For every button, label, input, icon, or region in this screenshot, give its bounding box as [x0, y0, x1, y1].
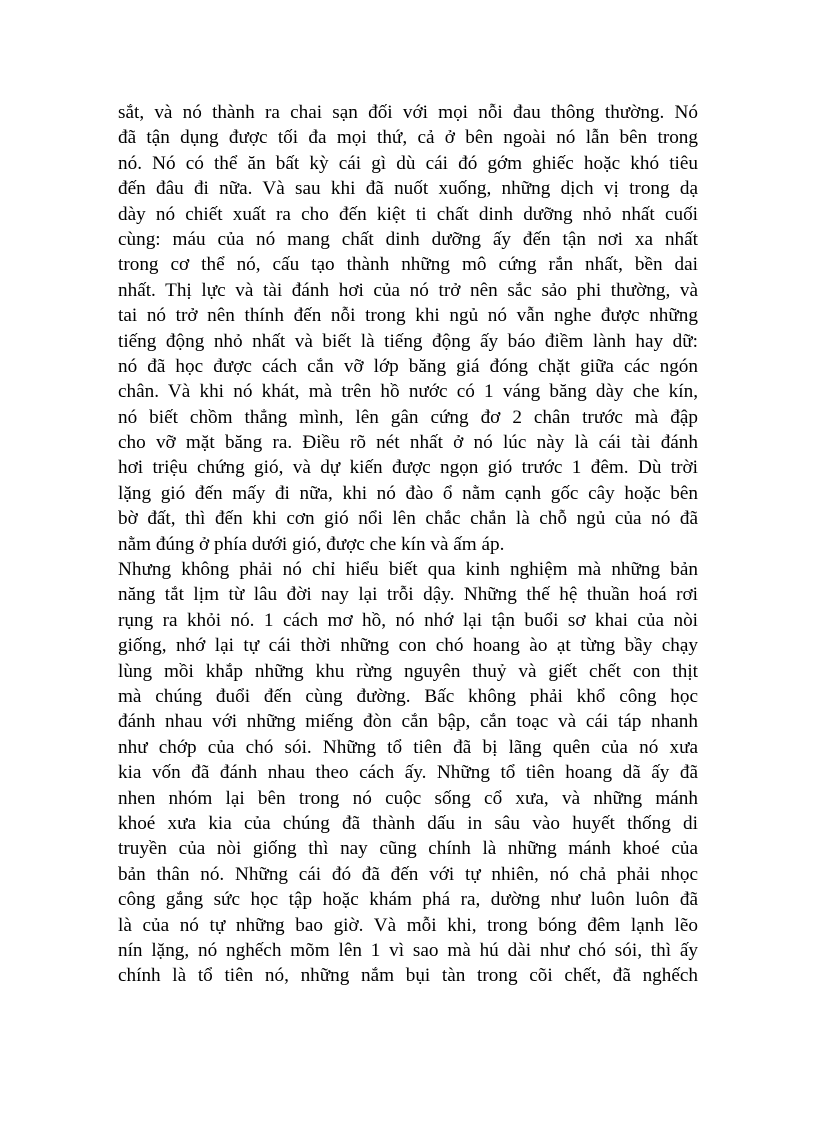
text-line: nó. Nó có thể ăn bất kỳ cái gì dù cái đó gớm ghiếc hoặc khó tiêu [118, 152, 698, 174]
paragraph [118, 100, 698, 557]
text-line: chính là tổ tiên nó, những nắm bụi tàn trong cõi chết, đã nghếch [118, 965, 698, 987]
text-line: Nhưng không phải nó chỉ hiểu biết qua kinh nghiệm mà những bản [118, 559, 698, 581]
text-line: cho vỡ mặt băng ra. Điều rõ nét nhất ở nó lúc này là cái tài đánh [118, 432, 698, 454]
text-line: công gắng sức học tập hoặc khám phá ra, dường như luôn luôn đã [118, 889, 698, 911]
text-line: lùng mồi khắp những khu rừng nguyên thuỷ và giết chết con thịt [118, 660, 698, 682]
text-line: kia vốn đã đánh nhau theo cách ấy. Những tổ tiên hoang dã ấy đã [118, 762, 698, 784]
text-line: nằm đúng ở phía dưới gió, được che kín và ấm áp. [118, 533, 505, 555]
text-line: mà chúng đuổi đến cùng đường. Bấc không phải khổ công học [118, 685, 698, 707]
text-line: nín lặng, nó nghếch mõm lên 1 vì sao mà hú dài như chó sói, thì ấy [118, 939, 698, 961]
text-line: hơi triệu chứng gió, và dự kiến được ngọn gió trước 1 đêm. Dù trời [118, 457, 698, 479]
text-line: đã tận dụng được tối đa mọi thứ, cả ở bên ngoài nó lẫn bên trong [118, 127, 698, 149]
paragraph [118, 557, 698, 989]
text-line: nhen nhóm lại bên trong nó cuộc sống cổ xưa, và những mánh [118, 787, 698, 809]
text-line: đến đâu đi nữa. Và sau khi đã nuốt xuống, những dịch vị trong dạ [118, 178, 698, 200]
text-line: nó đã học được cách cắn vỡ lớp băng giá đóng chặt giữa các ngón [118, 355, 698, 377]
text-line: bản thân nó. Những cái đó đã đến với tự nhiên, nó chả phải nhọc [118, 863, 698, 885]
text-line: rụng ra khỏi nó. 1 cách mơ hồ, nó nhớ lại tận buổi sơ khai của nòi [118, 609, 698, 631]
text-line: truyền của nòi giống thì nay cũng chính là những mánh khoé của [118, 838, 698, 860]
text-line: tiếng động nhỏ nhất và biết là tiếng động ấy báo điềm lành hay dữ: [118, 330, 698, 352]
text-line: bờ đất, thì đến khi cơn gió nổi lên chắc chắn là chỗ ngủ của nó đã [118, 508, 698, 530]
text-line: như chớp của chó sói. Những tổ tiên đã bị lãng quên của nó xưa [118, 736, 698, 758]
text-line: nó biết chồm thẳng mình, lên gân cứng đơ 2 chân trước mà đập [118, 406, 698, 428]
text-line: dày nó chiết xuất ra cho đến kiệt ti chất dinh dưỡng nhỏ nhất cuối [118, 203, 698, 225]
text-line: tai nó trở nên thính đến nỗi trong khi ngủ nó vẫn nghe được những [118, 305, 698, 327]
text-line: lặng gió đến mấy đi nữa, khi nó đào ổ nằm cạnh gốc cây hoặc bên [118, 482, 698, 504]
text-line: nhất. Thị lực và tài đánh hơi của nó trở nên sắc sảo phi thường, và [118, 279, 698, 301]
text-line: chân. Và khi nó khát, mà trên hồ nước có 1 váng băng dày che kín, [118, 381, 698, 403]
text-line: giống, nhớ lại tự cái thời những con chó hoang ào ạt từng bầy chạy [118, 635, 698, 657]
text-line: trong cơ thể nó, cấu tạo thành những mô cứng rắn nhất, bền dai [118, 254, 698, 276]
text-line: năng tắt lịm từ lâu đời nay lại trỗi dậy. Những thế hệ thuần hoá rơi [118, 584, 698, 606]
body-text [118, 100, 698, 989]
text-line: cùng: máu của nó mang chất dinh dưỡng ấy đến tận nơi xa nhất [118, 228, 698, 250]
text-line: khoé xưa kia của chúng đã thành dấu in sâu vào huyết thống di [118, 812, 698, 834]
text-line: là của nó tự những bao giờ. Và mỗi khi, trong bóng đêm lạnh lẽo [118, 914, 698, 936]
text-line: sắt, và nó thành ra chai sạn đối với mọi nỗi đau thông thường. Nó [118, 102, 698, 123]
text-line: đánh nhau với những miếng đòn cắn bập, cắn toạc và cái táp nhanh [118, 711, 698, 733]
